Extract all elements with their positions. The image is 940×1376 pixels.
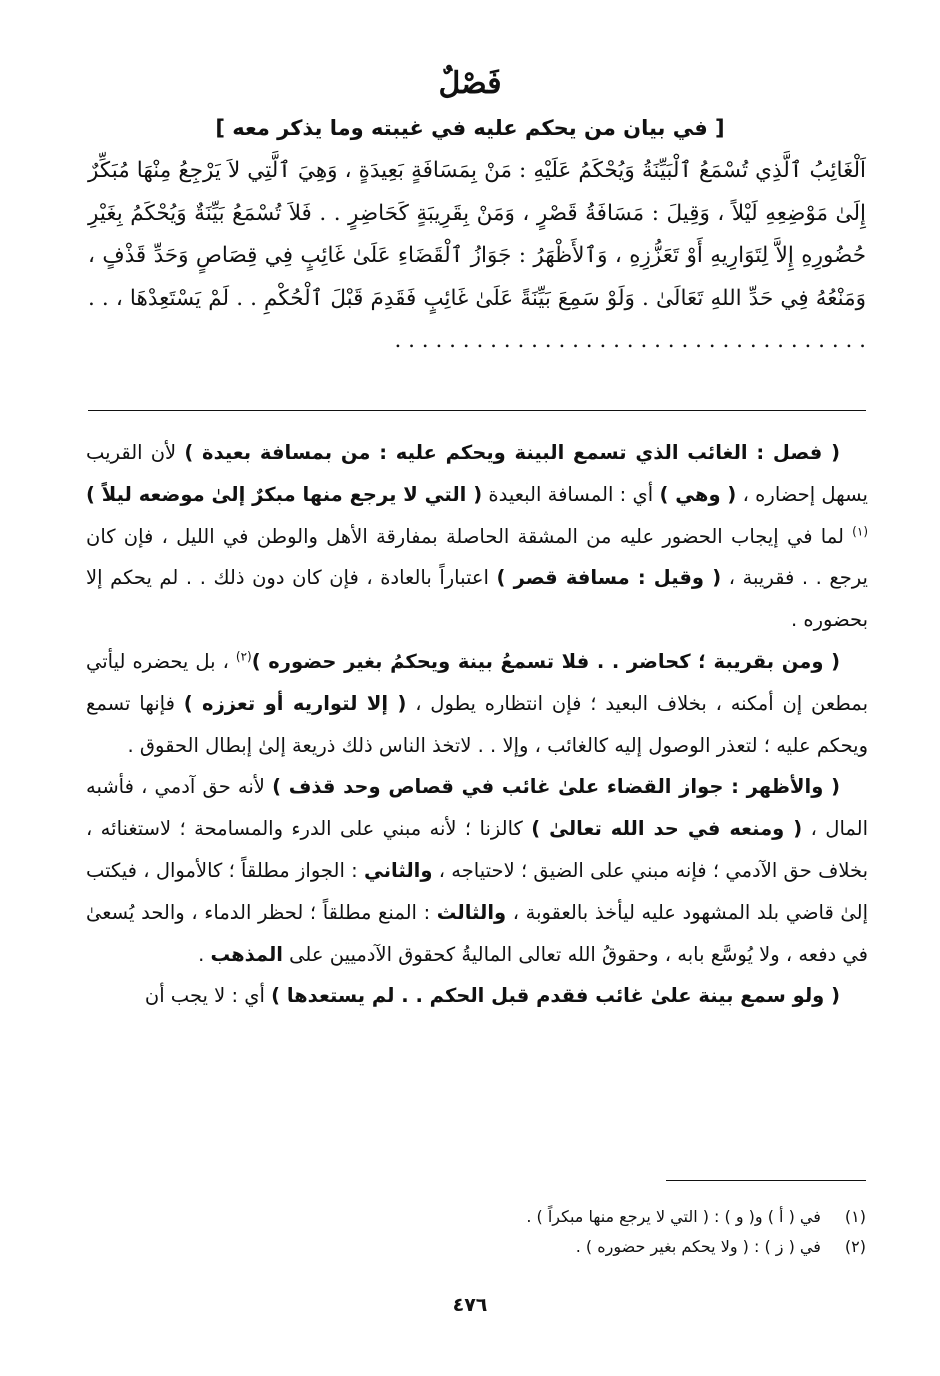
matn-quote: ( فصل : الغائب الذي تسمع البينة ويحكم عليه : من بمسافة بعيدة ) — [184, 441, 840, 464]
matn-quote: ( وقيل : مسافة قصر ) — [496, 566, 722, 590]
commentary-text: لأن القريب يسهل إحضاره ، — [86, 441, 868, 506]
section-subtitle: [ في بيان من يحكم عليه في غيبته وما يذكر معه ] — [215, 116, 725, 140]
matn-quote: ( وهي ) — [659, 482, 737, 506]
matn-dots: . . . . . . . . . . . . . . . . . . . . . . . . . . . . . . . . . . . . . — [88, 285, 866, 353]
section-title: فَصْلٌ — [438, 66, 502, 101]
matn-quote: ( إلا لتواريه أو تعززه ) — [183, 691, 407, 715]
footnote-marker[interactable]: (١) — [852, 524, 868, 539]
footnote-number: (٢) — [844, 1237, 866, 1256]
commentary-paragraph — [86, 975, 868, 1017]
commentary-text: أي : لا يجب أن — [144, 984, 272, 1008]
commentary-text: لأنه حق آدمي ، فأشبه المال ، — [86, 775, 869, 841]
matn-quote: ( ومنعه في حد الله تعالىٰ ) — [531, 817, 803, 841]
footnote — [88, 1232, 866, 1262]
matn-separator — [88, 410, 866, 411]
matn-quote: ( التي لا يرجع منها مبكرٌ إلىٰ موضعه ليلاً ) — [86, 482, 483, 506]
commentary-text: ، بل يحضره ليأتي بمطعن إن أمكنه ، بخلاف البعيد ؛ فإن انتظاره يطول ، — [86, 649, 868, 715]
footnote-text: في ( أ ) و( و ) : ( التي لا يرجع منها مبكراً ) . — [526, 1207, 821, 1226]
matn-quote: ( ومن بقريبة ؛ كحاضر . . فلا تسمعُ بينة ويحكمُ بغير حضوره ) — [251, 649, 840, 673]
commentary-text: فإنها تسمع ويحكم عليه ؛ لتعذر الوصول إليه كالغائب ، وإلا . . لاتخذ الناس ذلك ذريعة إلىٰ إبطال الحقوق . — [86, 691, 868, 757]
footnote-text: في ( ز ) : ( ولا يحكم بغير حضوره ) . — [575, 1237, 821, 1256]
matn-text: اَلْغَائِبُ ٱلَّذِي تُسْمَعُ ٱلْبَيِّنَةُ وَيُحْكَمُ عَلَيْهِ : مَنْ بِمَسَافَةٍ بَعِيدَةٍ ، وَهِيَ ٱلَّتِي لاَ يَرْجِعُ مِنْهَا مُبَكِّرٌ إِلَىٰ مَوْضِعِهِ لَيْلاً ، وَقِيلَ : مَسَافَةُ قَصْرٍ ، وَمَنْ بِقَرِيبَةٍ كَحَاضِرٍ . . فَلاَ تُسْمَعُ بَيِّنَةٌ وَيُحْكَمُ بِغَيْرِ حُضُورِهِ إِلاَّ لِتَوَارِيهِ أَوْ تَعَزُّزِهِ ، وَٱلأَظْهَرُ : جَوَازُ ٱلْقَضَاءِ عَلَىٰ غَائِبٍ فِي قِصَاصٍ وَحَدِّ قَذْفٍ ، وَمَنْعُهُ فِي حَدِّ اللهِ تَعَالَىٰ . وَلَوْ سَمِعَ بَيِّنَةً عَلَىٰ غَائِبٍ فَقَدِمَ قَبْلَ ٱلْحُكْمِ . . لَمْ يَسْتَعِدْهَا ، — [88, 158, 866, 311]
matn-quote: ( والأظهر : جواز القضاء علىٰ غائب في قصاص وحد قذف ) — [272, 775, 840, 799]
footnotes — [88, 1202, 866, 1262]
opinion-label: والثاني — [363, 858, 433, 882]
opinion-label: والثالث — [436, 900, 507, 924]
page-number: ٤٧٦ — [452, 1294, 488, 1316]
commentary-text: كالزنا ؛ لأنه مبني على الدرء والمسامحة ؛ لاستغنائه ، بخلاف حق الآدمي ؛ فإنه مبني على الضيق ؛ لاحتياجه ، — [86, 817, 868, 882]
commentary-text: : المنع مطلقاً ؛ لحظر الدماء ، والحد يُسعىٰ في دفعه ، ولا يُوسَّع بابه ، وحقوقُ الله تعالى الماليةُ كحقوق الآدميين على — [86, 900, 868, 966]
commentary-paragraph — [86, 432, 868, 641]
commentary-text: . — [198, 942, 211, 966]
footnote-marker[interactable]: (٢) — [235, 649, 252, 664]
commentary-block — [86, 432, 868, 1017]
footnote-number: (١) — [844, 1207, 866, 1226]
footnote-separator — [666, 1180, 866, 1181]
commentary-text: : الجواز مطلقاً ؛ كالأموال ، فيكتب إلىٰ قاضي بلد المشهود عليه ليأخذ بالعقوبة ، — [86, 858, 868, 924]
commentary-paragraph — [86, 766, 868, 975]
commentary-text: أي : المسافة البعيدة — [482, 482, 660, 506]
commentary-paragraph — [86, 641, 868, 766]
opinion-label: المذهب — [210, 942, 283, 966]
footnote — [88, 1202, 866, 1232]
commentary-text: لما في إيجاب الحضور عليه من المشقة الحاصلة بمفارقة الأهل والوطن في الليل ، فإن كان يرجع . . فقريبة ، — [86, 524, 868, 590]
matn-text-block — [88, 150, 866, 363]
commentary-text: اعتباراً بالعادة ، فإن كان دون ذلك . . لم يحكم إلا بحضوره . — [86, 566, 868, 632]
matn-quote: ( ولو سمع بينة علىٰ غائب فقدم قبل الحكم . . لم يستعدها ) — [271, 984, 840, 1008]
